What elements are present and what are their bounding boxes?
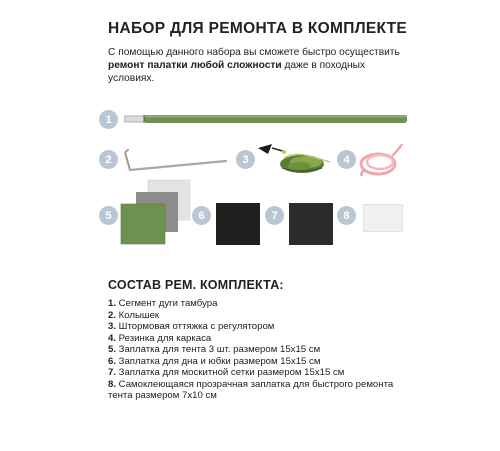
intro-text-bold: ремонт палатки любой сложности	[108, 60, 282, 71]
item-1-badge	[99, 110, 118, 129]
item-1-number: 1	[105, 113, 112, 126]
composition-item: 1. Сегмент дуги тамбура	[108, 298, 218, 309]
page-title: НАБОР ДЛЯ РЕМОНТА В КОМПЛЕКТЕ	[108, 20, 408, 37]
item-3-badge	[236, 150, 255, 169]
intro-text-part2: даже в походных условиях.	[108, 60, 366, 84]
composition-item: 4. Резинка для каркаса	[108, 332, 212, 344]
item-2-number: 2	[105, 153, 112, 166]
tent-patches-icon	[118, 178, 193, 246]
guy-line-icon	[254, 138, 339, 180]
item-8-number: 8	[343, 209, 350, 222]
tent-stake-icon	[122, 146, 230, 174]
item-3-number: 3	[242, 153, 249, 166]
composition-item: 7. Заплатка для москитной сетки размером 15х15 см	[108, 367, 345, 378]
composition-item: 2. Колышек	[108, 309, 160, 321]
item-6-number: 6	[198, 209, 205, 222]
item-5-number: 5	[105, 209, 112, 222]
item-8-badge	[337, 206, 356, 225]
intro-text-part1: С помощью данного набора вы сможете быстро осуществить	[108, 47, 400, 58]
composition-item: 5. Заплатка для тента 3 шт. размером 15х15 см	[108, 344, 321, 355]
item-7-badge	[265, 206, 284, 225]
tent-pole-segment-icon	[124, 112, 409, 126]
mosquito-net-patch-icon	[289, 203, 333, 245]
item-6-badge	[192, 206, 211, 225]
item-4-badge	[337, 150, 356, 169]
composition-title: СОСТАВ РЕМ. КОМПЛЕКТА:	[108, 278, 284, 292]
transparent-patch-icon	[363, 204, 403, 232]
item-5-badge	[99, 206, 118, 225]
intro-text	[108, 46, 408, 85]
item-7-number: 7	[271, 209, 278, 222]
floor-patch-icon	[216, 203, 260, 245]
composition-list	[108, 298, 408, 402]
composition-item: 3. Штормовая оттяжка с регулятором	[108, 321, 275, 332]
item-4-number: 4	[343, 153, 350, 166]
elastic-cord-icon	[356, 142, 406, 178]
composition-item: 8. Самоклеющаяся прозрачная заплатка для быстрого ремонта тента размером 7х10 см	[108, 378, 394, 401]
item-2-badge	[99, 150, 118, 169]
composition-item: 6. Заплатка для дна и юбки размером 15х15 см	[108, 355, 321, 367]
